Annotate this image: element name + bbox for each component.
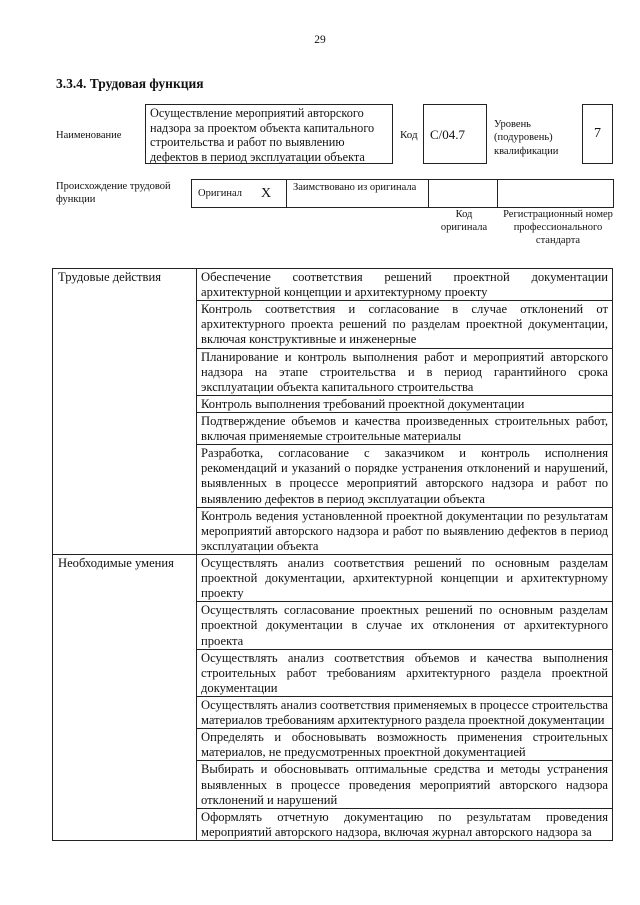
row-category: Необходимые умения xyxy=(53,554,197,840)
name-label: Наименование xyxy=(56,130,122,141)
divider xyxy=(286,179,287,208)
name-value: Осуществление мероприятий авторского надзора за проектом объекта капитального строительства и работ по выявлению дефектов в период эксплуатации объекта xyxy=(150,106,375,164)
row-text: Осуществлять анализ соответствия применяемых в процессе строительства материалов требованиям архитектурного раздела проектной документации xyxy=(197,696,613,728)
row-text: Обеспечение соответствия решений проектной документации архитектурной концепции и архитектурному проекту xyxy=(197,269,613,301)
row-text: Осуществлять согласование проектных решений по основным разделам проектной документации в случае их отклонения от архитектурного проекта xyxy=(197,602,613,649)
row-text: Осуществлять анализ соответствия решений по основным разделам проектной документации, архитектурной концепции и архитектурному проекту xyxy=(197,554,613,601)
borrowed-label: Заимствовано из оригинала xyxy=(293,182,417,193)
section-title: 3.3.4. Трудовая функция xyxy=(56,76,204,91)
divider xyxy=(428,179,429,208)
row-text: Оформлять отчетную документацию по результатам проведения мероприятий авторского надзора, включая журнал авторского надзора за xyxy=(197,808,613,840)
code-label: Код xyxy=(400,129,418,141)
code-value: С/04.7 xyxy=(430,127,466,142)
row-text: Определять и обосновывать возможность применения строительных материалов, не предусмотренных проектной документацией xyxy=(197,729,613,761)
row-text: Контроль выполнения требований проектной документации xyxy=(197,395,613,412)
original-mark: X xyxy=(261,186,272,201)
table-row xyxy=(53,269,613,301)
level-value: 7 xyxy=(594,126,601,141)
row-text: Планирование и контроль выполнения работ и мероприятий авторского надзора на этапе строительства и в период гарантийного срока эксплуатации объекта капитального строительства xyxy=(197,348,613,395)
origin-label: Происхождение трудовой функции xyxy=(56,181,171,206)
function-table xyxy=(52,268,613,841)
reg-number-label: Регистрационный номер профессионального стандарта xyxy=(503,209,613,247)
name-box xyxy=(145,104,393,164)
row-text: Осуществлять анализ соответствия объемов и качества выполнения строительных работ требованиям архитектурного раздела проектной документации xyxy=(197,649,613,696)
level-label: Уровень (подуровень) квалификации xyxy=(494,119,559,157)
code-box xyxy=(423,104,487,164)
row-text: Подтверждение объемов и качества произведенных строительных работ, включая применяемые строительные материалы xyxy=(197,412,613,444)
divider xyxy=(497,179,498,208)
table-row xyxy=(53,554,613,601)
code-original-label: Код оригинала xyxy=(440,209,488,234)
row-text: Разработка, согласование с заказчиком и контроль исполнения рекомендаций и указаний о порядке устранения отклонений и нарушений, выявленных в процессе мероприятий авторского надзора и работ по выявлению дефектов в период эксплуатации объекта xyxy=(197,445,613,507)
original-label: Оригинал xyxy=(198,188,242,199)
row-text: Выбирать и обосновывать оптимальные средства и методы устранения выявленных в процессе проведения мероприятий авторского надзора отклонений и нарушений xyxy=(197,761,613,808)
page-number: 29 xyxy=(314,34,326,46)
row-category: Трудовые действия xyxy=(53,269,197,555)
row-text: Контроль ведения установленной проектной документации по результатам мероприятий авторского надзора и работ по выявлению дефектов в период эксплуатации объекта xyxy=(197,507,613,554)
level-box xyxy=(582,104,613,164)
row-text: Контроль соответствия и согласование в случае отклонений от архитектурного проекта решений по разделам проектной документации, включая конструктивные и инженерные xyxy=(197,301,613,348)
